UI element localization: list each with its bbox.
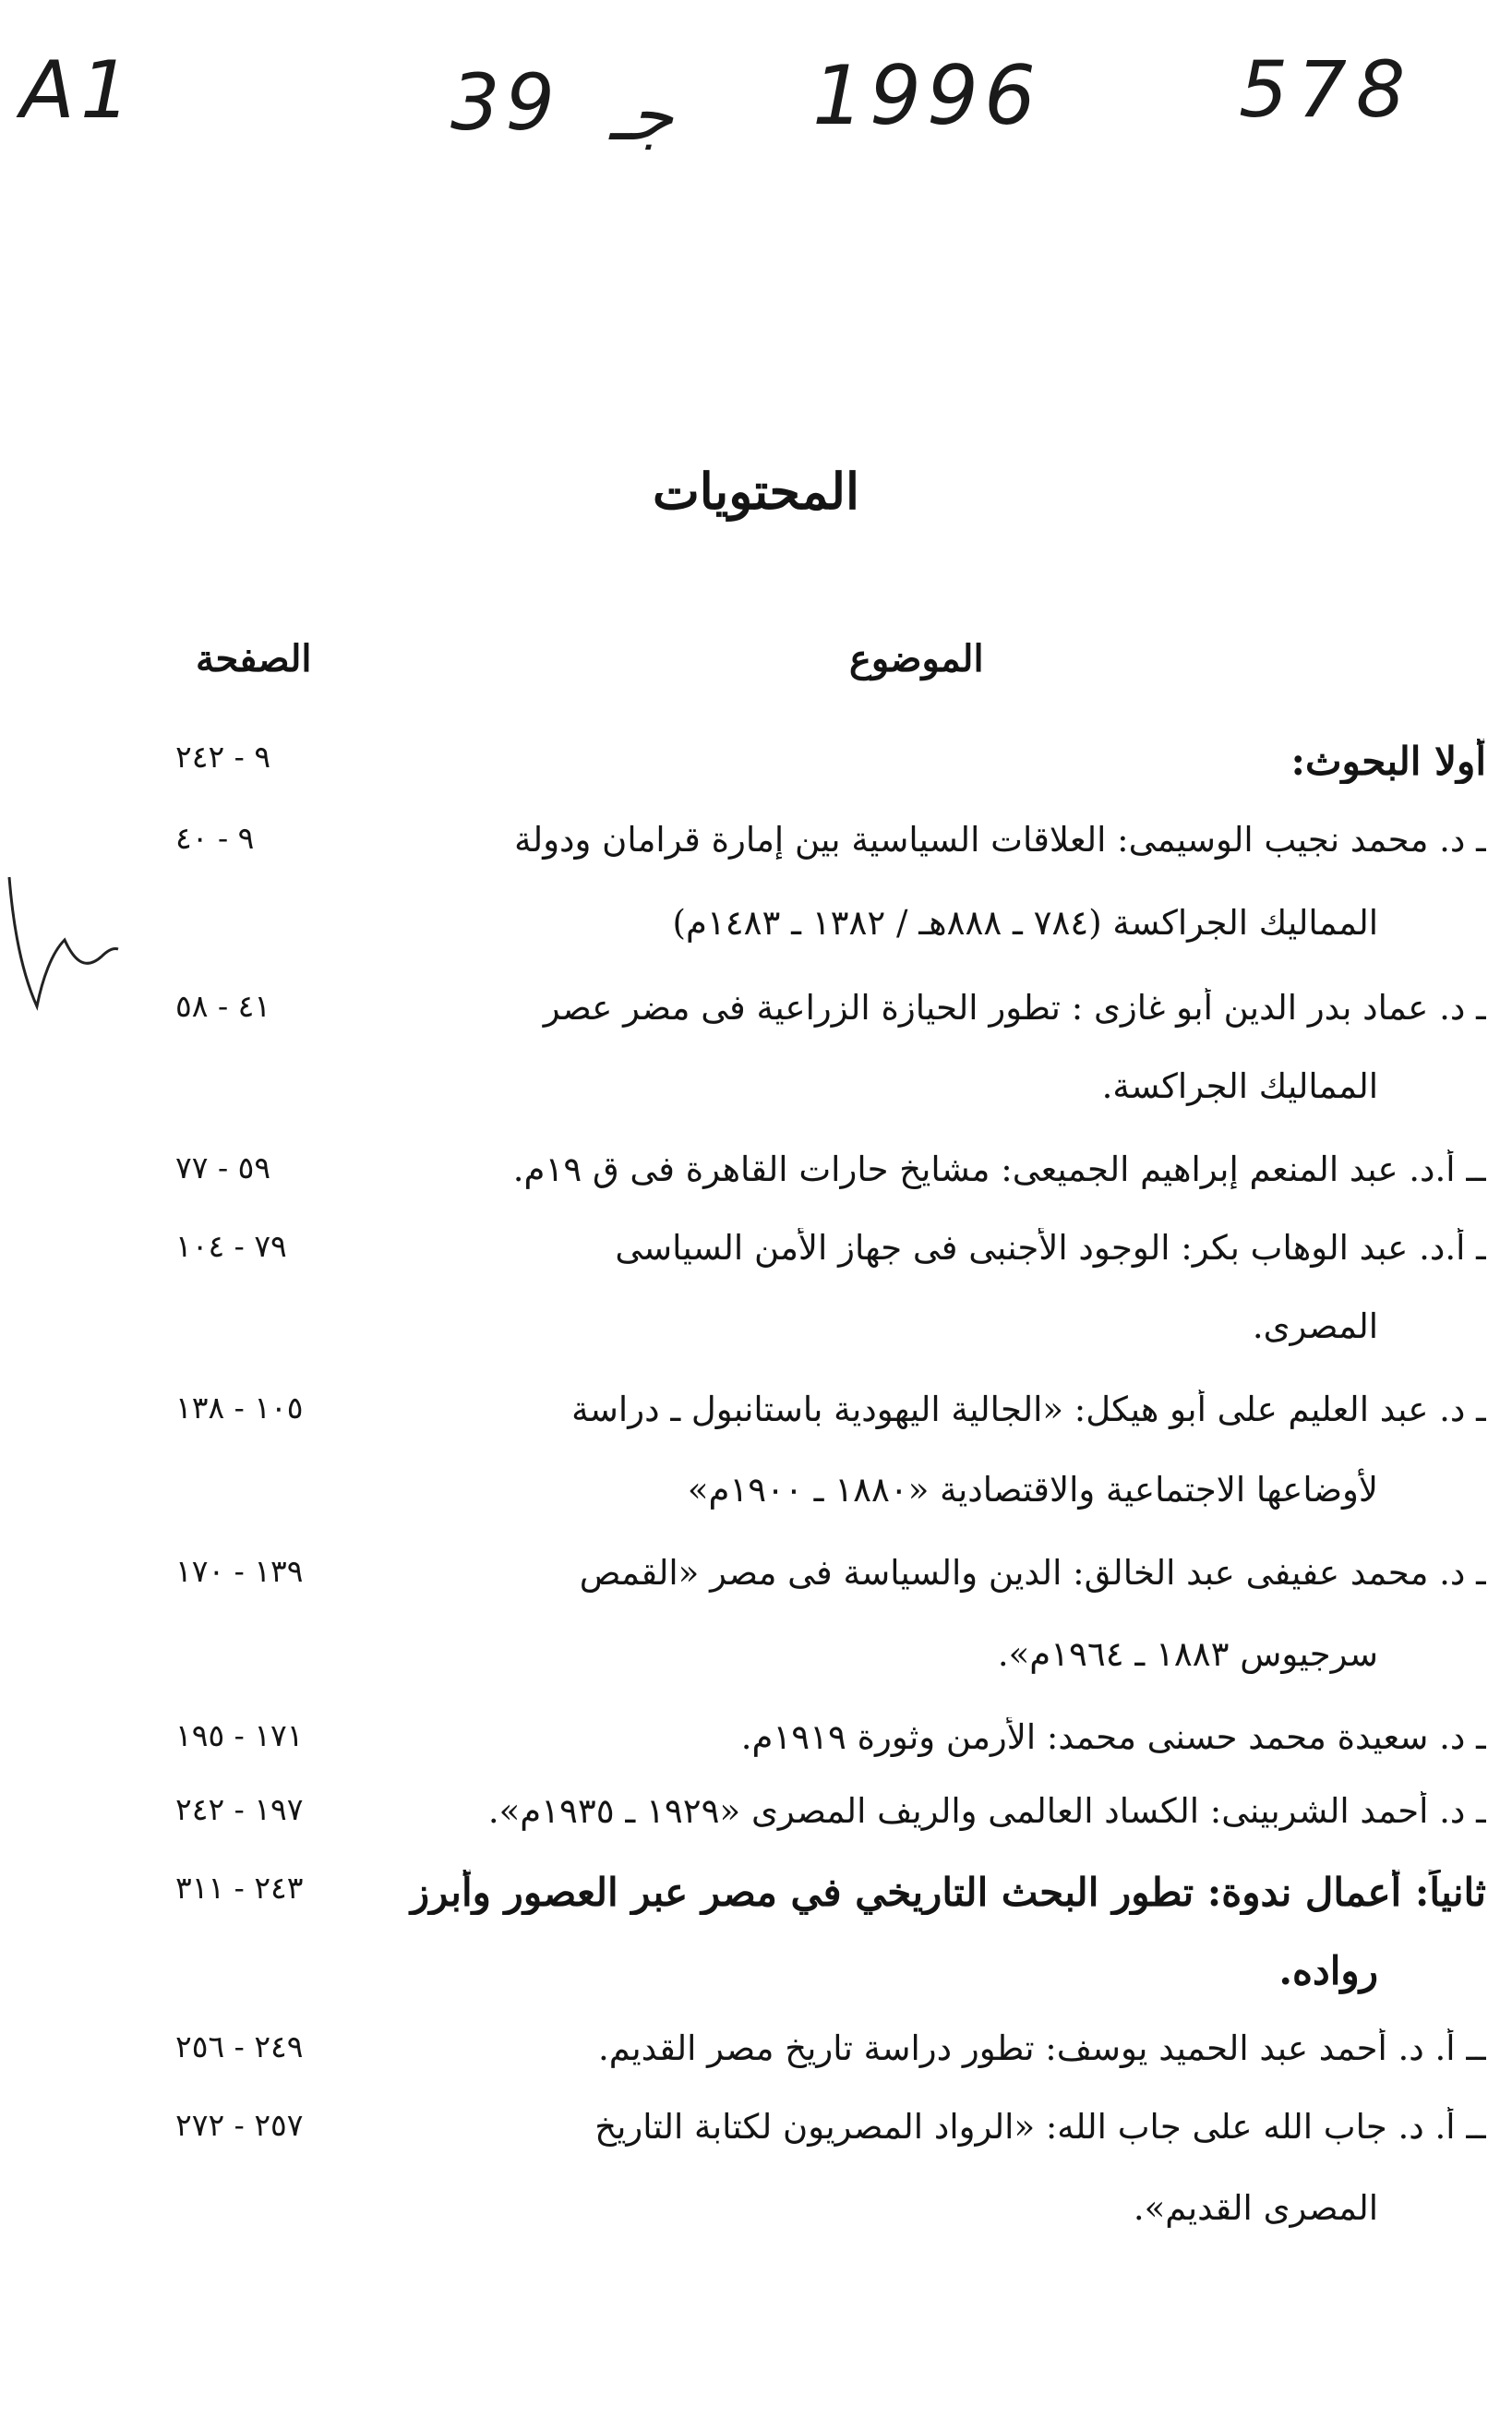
entry-text: ــ أ. د. جاب الله على جاب الله: «الرواد المصريون لكتابة التاريخ [594, 2107, 1486, 2147]
page-range: ٧٩ - ١٠٤ [175, 1228, 287, 1264]
handwritten-volume: جـ [609, 74, 674, 156]
toc-entry [175, 1149, 1486, 1189]
column-header-topic: الموضوع [849, 637, 984, 680]
entry-continuation: المصرى. [1252, 1306, 1378, 1346]
toc-entry [175, 1228, 1486, 1268]
section-label: ثانياً: أعمال ندوة: تطور البحث التاريخي في مصر عبر العصور وأبرز [410, 1870, 1486, 1915]
entry-continuation: المماليك الجراكسة. [1101, 1066, 1378, 1106]
page-range: ٢٥٧ - ٢٧٢ [175, 2107, 304, 2143]
page-range: ٩ - ٢٤٢ [175, 739, 271, 775]
toc-entry [175, 1717, 1486, 1757]
page-range: ٢٤٣ - ٣١١ [175, 1870, 304, 1906]
entry-text: ـ د. سعيدة محمد حسنى محمد: الأرمن وثورة ١٩١٩م. [740, 1717, 1486, 1757]
entry-text: ـ د. عماد بدر الدين أبو غازى : تطور الحيازة الزراعية فى مضر عصر [543, 988, 1486, 1028]
margin-scribble [0, 868, 120, 1025]
toc-entry [175, 2107, 1486, 2147]
entry-text: ـ أ.د. عبد الوهاب بكر: الوجود الأجنبى فى جهاز الأمن السياسى [615, 1228, 1486, 1268]
entry-text: ــ أ.د. عبد المنعم إبراهيم الجميعى: مشايخ حارات القاهرة فى ق ١٩م. [512, 1149, 1486, 1189]
page-range: ١٠٥ - ١٣٨ [175, 1390, 304, 1426]
section-label: أولا البحوث: [1290, 739, 1486, 784]
page-title: المحتويات [652, 462, 860, 521]
entry-text: ـ د. محمد عفيفى عبد الخالق: الدين والسياسة فى مصر «القمص [579, 1553, 1486, 1593]
section-heading [175, 739, 1486, 784]
entry-continuation: لأوضاعها الاجتماعية والاقتصادية «١٨٨٠ ـ ١٩٠٠م» [687, 1470, 1378, 1510]
entry-continuation: سرجيوس ١٨٨٣ ـ ١٩٦٤م». [997, 1634, 1378, 1674]
toc-entry [175, 1791, 1486, 1831]
page-range: ٥٩ - ٧٧ [175, 1149, 271, 1185]
page-range: ١٩٧ - ٢٤٢ [175, 1791, 304, 1827]
entry-text: ــ أ. د. أحمد عبد الحميد يوسف: تطور دراسة تاريخ مصر القديم. [598, 2028, 1486, 2068]
page-range: ٢٤٩ - ٢٥٦ [175, 2028, 304, 2064]
toc-entry [175, 820, 1486, 860]
section-label-continuation: رواده. [1278, 1948, 1378, 1993]
toc-entry [175, 988, 1486, 1028]
entry-continuation: المصرى القديم». [1133, 2188, 1378, 2228]
page-range: ١٧١ - ١٩٥ [175, 1717, 304, 1753]
toc-entry [175, 1553, 1486, 1593]
page-range: ٤١ - ٥٨ [175, 988, 271, 1024]
handwritten-mark-a1: A1 [20, 44, 137, 137]
column-header-page: الصفحة [196, 637, 312, 680]
entry-continuation: المماليك الجراكسة (٧٨٤ ـ ٨٨٨هـ / ١٣٨٢ ـ ١٤٨٣م) [672, 903, 1378, 943]
toc-entry [175, 2028, 1486, 2068]
handwritten-code: 578 [1239, 44, 1415, 135]
page-range: ١٣٩ - ١٧٠ [175, 1553, 304, 1589]
page-range: ٩ - ٤٠ [175, 820, 255, 856]
entry-text: ـ د. عبد العليم على أبو هيكل: «الجالية اليهودية باستانبول ـ دراسة [571, 1390, 1486, 1429]
handwritten-number: 39 [450, 57, 560, 148]
entry-text: ـ د. أحمد الشربينى: الكساد العالمى والريف المصرى «١٩٢٩ ـ ١٩٣٥م». [487, 1791, 1486, 1831]
toc-entry [175, 1390, 1486, 1429]
handwritten-year: 1996 [812, 48, 1041, 143]
entry-text: ـ د. محمد نجيب الوسيمى: العلاقات السياسية بين إمارة قرامان ودولة [514, 820, 1486, 860]
section-heading [175, 1870, 1486, 1915]
